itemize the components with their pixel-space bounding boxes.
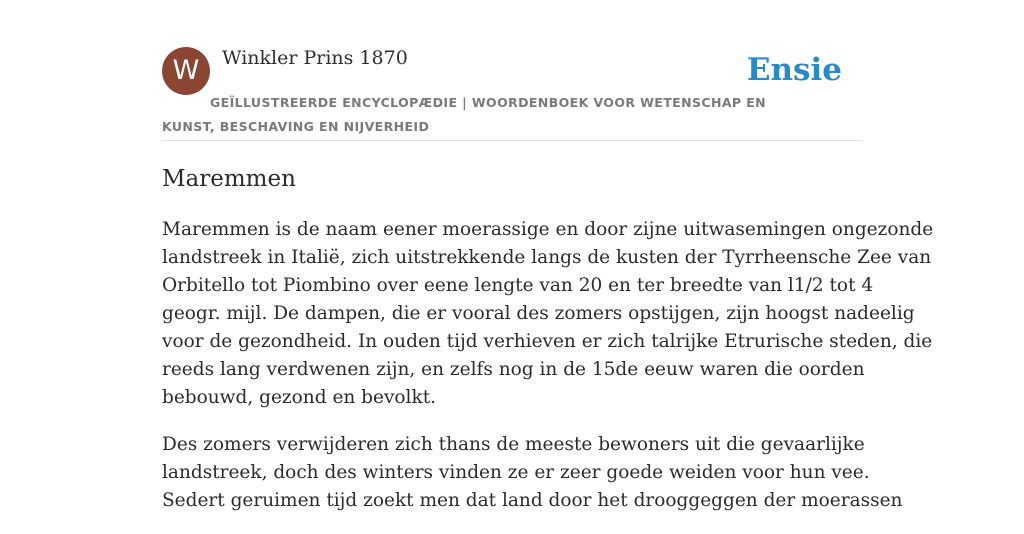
text-line: Sedert geruimen tijd zoekt men dat land door het drooggeggen der moerassen (162, 490, 903, 511)
text-line: Maremmen is de naam eener moerassige en door zijne uitwasemingen ongezonde (162, 219, 934, 240)
paragraph (162, 431, 903, 515)
page-header (162, 46, 862, 141)
entry-title: Maremmen (162, 166, 296, 192)
ensie-logo-link[interactable]: Ensie (746, 52, 842, 88)
text-line: reeds lang verdwenen zijn, en zelfs nog in de 15de eeuw waren die oorden (162, 359, 865, 380)
source-avatar[interactable]: W (162, 47, 210, 95)
text-line: voor de gezondheid. In ouden tijd verhieven er zich talrijke Etrurische steden, die (162, 331, 933, 352)
text-line: bebouwd, gezond en bevolkt. (162, 387, 437, 408)
source-title-link[interactable]: Winkler Prins 1870 (222, 47, 408, 69)
text-line: geogr. mijl. De dampen, die er vooral des zomers opstijgen, zijn hoogst nadeelig (162, 303, 915, 324)
entry-body (162, 216, 934, 534)
paragraph (162, 216, 934, 412)
text-line: Orbitello tot Piombino over eene lengte van 20 en ter breedte van l1/2 tot 4 (162, 275, 874, 296)
text-line: landstreek, doch des winters vinden ze er zeer goede weiden voor hun vee. (162, 462, 870, 483)
text-line: landstreek in Italië, zich uitstrekkende langs de kusten der Tyrrheensche Zee van (162, 247, 932, 268)
source-subtitle: GEÏLLUSTREERDE ENCYCLOPÆDIE | WOORDENBOEK VOOR WETENSCHAP EN KUNST, BESCHAVING EN NIJVERHEID (162, 95, 767, 134)
text-line: Des zomers verwijderen zich thans de meeste bewoners uit die gevaarlijke (162, 434, 865, 455)
